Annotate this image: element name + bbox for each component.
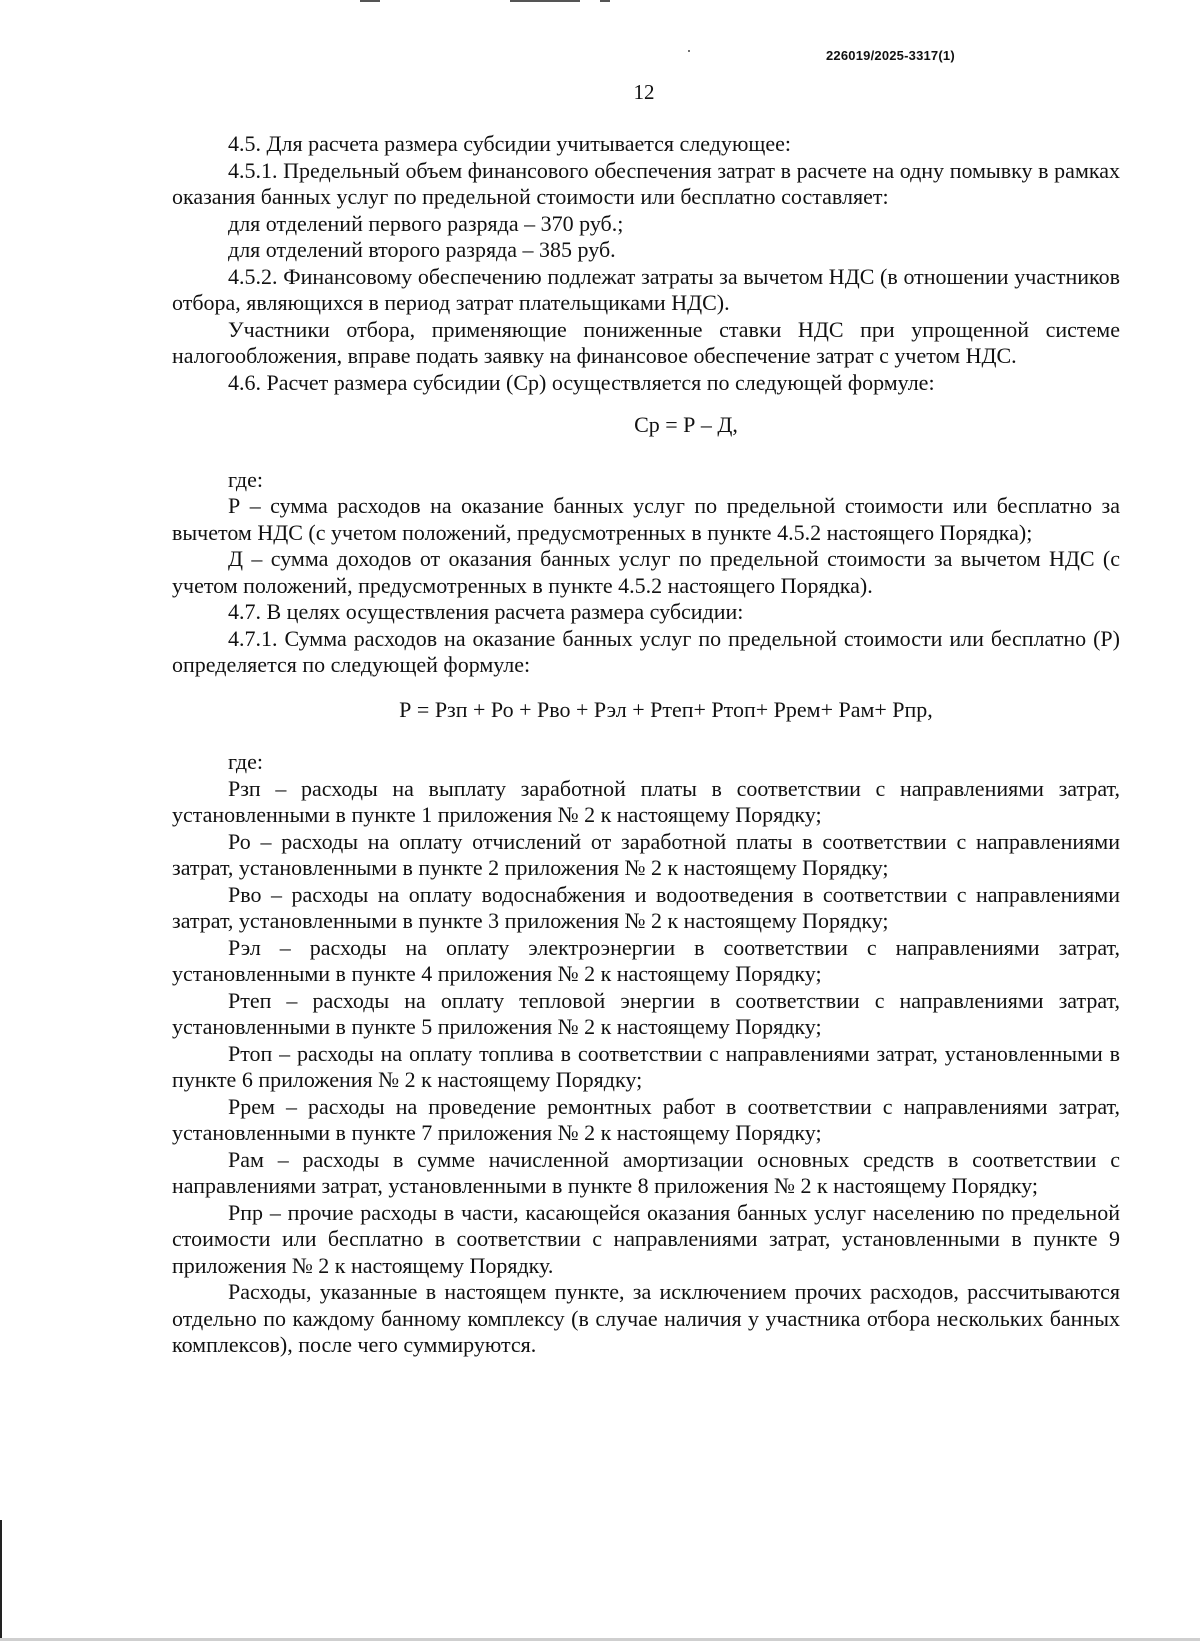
paragraph-summation: Расходы, указанные в настоящем пункте, за исключением прочих расходов, рассчитываются отдельно по каждому банному комплексу (в случае наличия у участника отбора нескольких банных комплексов), после чего суммируются. — [172, 1279, 1120, 1357]
definition-rel: Рэл – расходы на оплату электроэнергии в соответствии с направлениями затрат, установленными в пункте 4 приложения № 2 к настоящему Порядку; — [172, 934, 1120, 986]
paragraph-4-7: 4.7. В целях осуществления расчета размера субсидии: — [228, 599, 744, 624]
paragraph-rate-first: для отделений первого разряда – 370 руб.; — [228, 210, 624, 236]
paragraph-reduced-vat: Участники отбора, применяющие пониженные ставки НДС при упрощенной системе налогообложения, вправе подать заявку на финансовое обеспечение затрат с учетом НДС. — [172, 316, 1120, 368]
definition-rvo: Рво – расходы на оплату водоснабжения и водоотведения в соответствии с направлениями затрат, установленными в пункте 3 приложения № 2 к настоящему Порядку; — [172, 881, 1120, 933]
definition-rzp: Рзп – расходы на выплату заработной платы в соответствии с направлениями затрат, установленными в пункте 1 приложения № 2 к настоящему Порядку; — [172, 775, 1120, 827]
formula-subsidy: Ср = Р – Д, — [634, 412, 738, 437]
scan-edge-left — [0, 1520, 2, 1641]
definition-ram: Рам – расходы в сумме начисленной амортизации основных средств в соответствии с направлениями затрат, установленными в пункте 8 приложения № 2 к настоящему Порядку; — [172, 1146, 1120, 1198]
paragraph-where-2: где: — [228, 749, 263, 774]
definition-rtep: Ртеп – расходы на оплату тепловой энергии в соответствии с направлениями затрат, установленными в пункте 5 приложения № 2 к настоящему Порядку; — [172, 987, 1120, 1039]
paragraph-4-6: 4.6. Расчет размера субсидии (Ср) осуществляется по следующей формуле: — [228, 369, 935, 395]
document-body — [172, 131, 1120, 1359]
paragraph-4-5-1: 4.5.1. Предельный объем финансового обеспечения затрат в расчете на одну помывку в рамках оказания банных услуг по предельной стоимости или бесплатно составляет: — [172, 157, 1120, 209]
page-number: 12 — [633, 80, 655, 104]
scan-dot — [688, 50, 690, 52]
paragraph-4-5: 4.5. Для расчета размера субсидии учитывается следующее: — [228, 131, 791, 156]
registration-number: 226019/2025-3317(1) — [826, 48, 955, 63]
paragraph-rate-second: для отделений второго разряда – 385 руб. — [228, 237, 616, 262]
definition-rpr: Рпр – прочие расходы в части, касающейся оказания банных услуг населению по предельной стоимости или бесплатно в соответствии с направлениями затрат, установленными в пункте 9 приложения № 2 к настоящему Порядку. — [172, 1199, 1120, 1278]
scan-artifact-top — [360, 0, 620, 4]
paragraph-where-1: где: — [228, 466, 263, 492]
formula-expenses: Р = Рзп + Ро + Рво + Рэл + Ртеп+ Ртоп+ Ррем+ Рам+ Рпр, — [399, 696, 933, 722]
paragraph-4-5-2: 4.5.2. Финансовому обеспечению подлежат затраты за вычетом НДС (в отношении участников отбора, являющихся в период затрат плательщиками НДС). — [172, 263, 1120, 315]
definition-d: Д – сумма доходов от оказания банных услуг по предельной стоимости за вычетом НДС (с учетом положений, предусмотренных в пункте 4.5.2 настоящего Порядка). — [172, 546, 1120, 598]
definition-rtop: Ртоп – расходы на оплату топлива в соответствии с направлениями затрат, установленными в пункте 6 приложения № 2 к настоящему Порядку; — [172, 1040, 1120, 1092]
definition-p: Р – сумма расходов на оказание банных услуг по предельной стоимости или бесплатно за вычетом НДС (с учетом положений, предусмотренных в пункте 4.5.2 настоящего Порядка); — [172, 493, 1120, 545]
paragraph-4-7-1: 4.7.1. Сумма расходов на оказание банных услуг по предельной стоимости или бесплатно (Р) определяется по следующей формуле: — [172, 625, 1120, 677]
definition-rrem: Ррем – расходы на проведение ремонтных работ в соответствии с направлениями затрат, установленными в пункте 7 приложения № 2 к настоящему Порядку; — [172, 1093, 1120, 1145]
definition-ro: Ро – расходы на оплату отчислений от заработной платы в соответствии с направлениями затрат, установленными в пункте 2 приложения № 2 к настоящему Порядку; — [172, 828, 1120, 880]
